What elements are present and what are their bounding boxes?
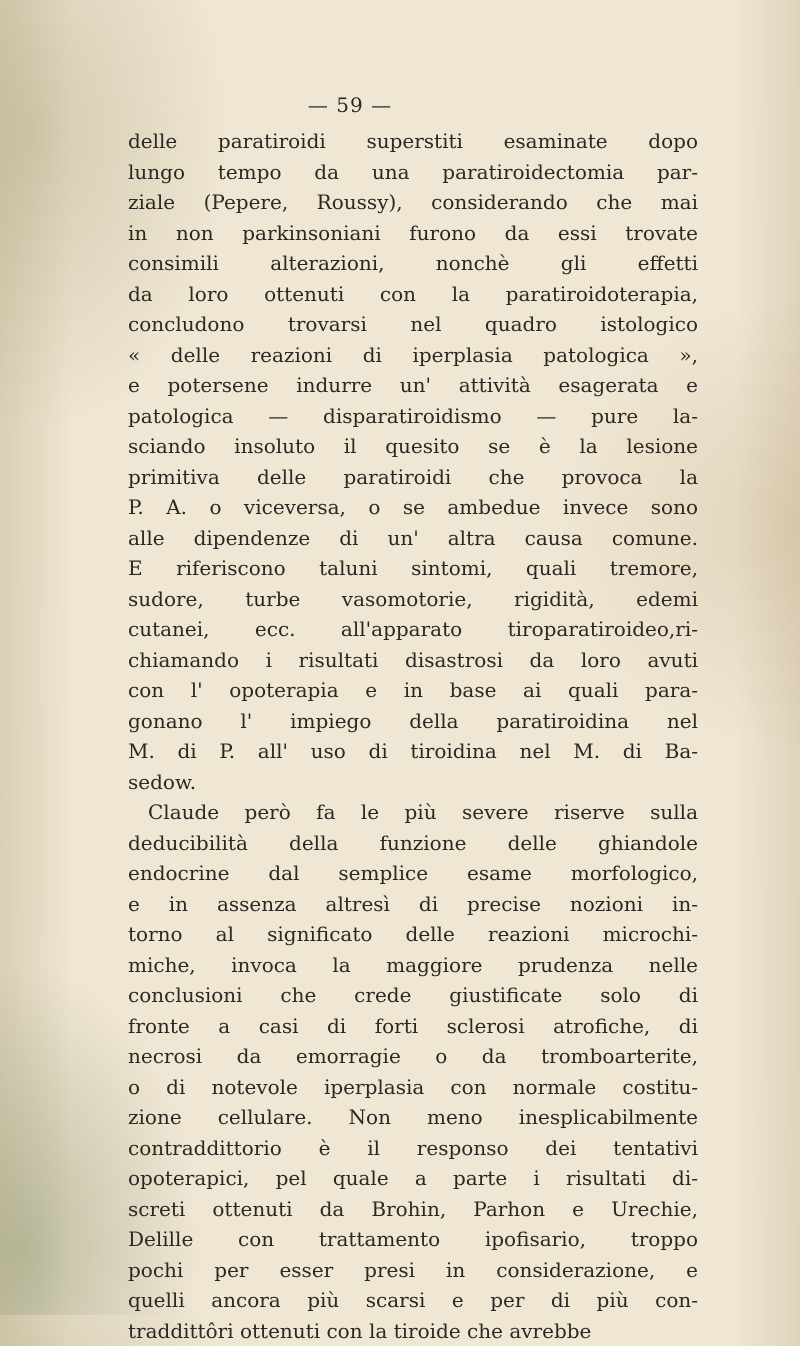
text-line: opoterapici, pel quale a parte i risultati di- — [128, 1163, 698, 1194]
text-line: alle dipendenze di un' altra causa comune. — [128, 523, 698, 554]
text-line: pochi per esser presi in considerazione, e — [128, 1255, 698, 1286]
text-line: endocrine dal semplice esame morfologico, — [128, 858, 698, 889]
text-body — [128, 126, 698, 1346]
text-line: cutanei, ecc. all'apparato tiroparatiroideo,ri- — [128, 614, 698, 645]
text-line: screti ottenuti da Brohin, Parhon e Urechie, — [128, 1194, 698, 1225]
text-line: zione cellulare. Non meno inesplicabilmente — [128, 1102, 698, 1133]
text-line: Delille con trattamento ipofisario, troppo — [128, 1224, 698, 1255]
text-line: necrosi da emorragie o da tromboarterite, — [128, 1041, 698, 1072]
text-line: « delle reazioni di iperplasia patologica », — [128, 340, 698, 371]
text-line: sciando insoluto il quesito se è la lesione — [128, 431, 698, 462]
text-line: gonano l' impiego della paratiroidina nel — [128, 706, 698, 737]
text-line: chiamando i risultati disastrosi da loro avuti — [128, 645, 698, 676]
text-line: miche, invoca la maggiore prudenza nelle — [128, 950, 698, 981]
text-line: conclusioni che crede giustificate solo di — [128, 980, 698, 1011]
text-line: patologica — disparatiroidismo — pure la- — [128, 401, 698, 432]
text-line: primitiva delle paratiroidi che provoca la — [128, 462, 698, 493]
text-line: deducibilità della funzione delle ghiandole — [128, 828, 698, 859]
text-line: lungo tempo da una paratiroidectomia par- — [128, 157, 698, 188]
text-line: traddittôri ottenuti con la tiroide che avrebbe — [128, 1316, 698, 1346]
text-line: fronte a casi di forti sclerosi atrofiche, di — [128, 1011, 698, 1042]
text-line: con l' opoterapia e in base ai quali para- — [128, 675, 698, 706]
text-line: P. A. o viceversa, o se ambedue invece sono — [128, 492, 698, 523]
text-line: e potersene indurre un' attività esagerata e — [128, 370, 698, 401]
text-line: da loro ottenuti con la paratiroidoterapia, — [128, 279, 698, 310]
text-line: quelli ancora più scarsi e per di più con- — [128, 1285, 698, 1316]
text-line: sedow. — [128, 767, 698, 798]
text-line: torno al significato delle reazioni microchi- — [128, 919, 698, 950]
text-line: o di notevole iperplasia con normale costitu- — [128, 1072, 698, 1103]
text-line: in non parkinsoniani furono da essi trovate — [128, 218, 698, 249]
text-line: Claude però fa le più severe riserve sulla — [128, 797, 698, 828]
text-line: contraddittorio è il responso dei tentativi — [128, 1133, 698, 1164]
text-line: sudore, turbe vasomotorie, rigidità, edemi — [128, 584, 698, 615]
text-line: consimili alterazioni, nonchè gli effetti — [128, 248, 698, 279]
text-line: e in assenza altresì di precise nozioni in- — [128, 889, 698, 920]
text-line: delle paratiroidi superstiti esaminate dopo — [128, 126, 698, 157]
page-number: — 59 — — [0, 93, 700, 117]
text-line: M. di P. all' uso di tiroidina nel M. di Ba- — [128, 736, 698, 767]
text-line: ziale (Pepere, Roussy), considerando che mai — [128, 187, 698, 218]
text-line: concludono trovarsi nel quadro istologico — [128, 309, 698, 340]
text-line: E riferiscono taluni sintomi, quali tremore, — [128, 553, 698, 584]
